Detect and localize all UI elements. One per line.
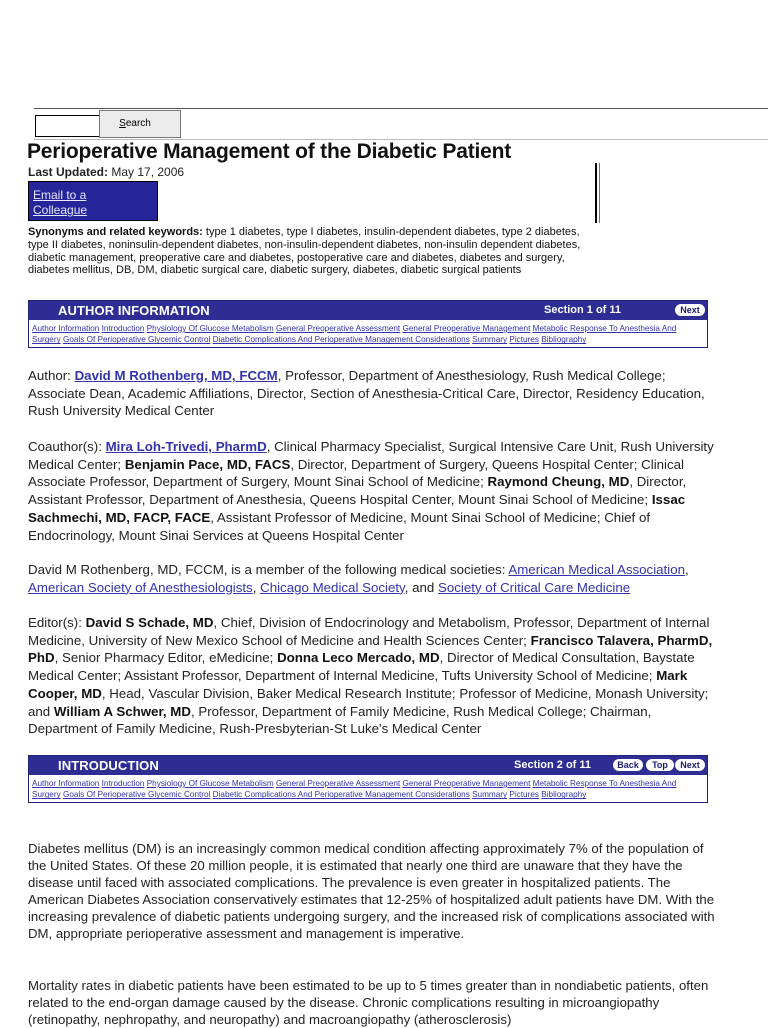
societies-intro: David M Rothenberg, MD, FCCM, is a member of the following medical societies: (28, 562, 506, 577)
section-header (29, 301, 707, 320)
coauthor-link[interactable]: Mira Loh-Trivedi, PharmD (105, 439, 267, 454)
separator: , and (404, 579, 435, 595)
nav-link[interactable]: Diabetic Complications And Perioperative Management Considerations (212, 790, 470, 800)
nav-link[interactable]: Bibliography (541, 335, 587, 345)
nav-link[interactable]: General Preoperative Management (402, 779, 531, 788)
nav-link[interactable]: Author Information (32, 324, 100, 333)
next-button[interactable]: Next (675, 304, 705, 316)
nav-link[interactable]: General Preoperative Assessment (275, 324, 401, 333)
coauthors-paragraph (28, 438, 718, 544)
divider (595, 163, 600, 223)
nav-link[interactable]: Introduction (101, 324, 145, 333)
coauthors-label: Coauthor(s): (28, 439, 102, 454)
editor-1-name: David S Schade, MD (85, 615, 214, 630)
author-label: Author: (28, 368, 71, 383)
synonyms-label: Synonyms and related keywords: (28, 226, 203, 238)
last-updated (28, 165, 184, 179)
nav-link[interactable]: Physiology Of Glucose Metabolism (146, 324, 274, 333)
search-button-label: earch (125, 118, 151, 129)
email-colleague-label[interactable]: Email to a Colleague (33, 188, 88, 217)
nav-link[interactable]: Diabetic Complications And Perioperative Management Considerations (212, 335, 470, 345)
author-affiliation: , Professor, Department of Anesthesiology, Rush Medical College; Associate Dean, Academic Affiliations, Director, Section of Anesthesia-Critical Care, Director, Residency Education, Rush University Medical Center (28, 368, 705, 419)
editor-1-affiliation: , Chief, Division of Endocrinology and Metabolism, Professor, Department of Internal Medicine, University of New Mexico School of Medicine and Health Sciences Center; (28, 615, 710, 648)
society-link-cms[interactable]: Chicago Medical Society (260, 579, 405, 595)
nav-link[interactable]: Physiology Of Glucose Metabolism (146, 779, 274, 788)
search-button-mnemonic: S (119, 118, 126, 129)
nav-link[interactable]: General Preoperative Assessment (275, 779, 401, 788)
author-link[interactable]: David M Rothenberg, MD, FCCM (74, 368, 278, 383)
nav-link[interactable]: Pictures (509, 790, 539, 800)
editor-5-name: William A Schwer, MD (53, 703, 191, 719)
section-introduction (28, 755, 708, 803)
coauthor-4-name: Issac Sachmechi, MD, FACP, FACE (28, 492, 686, 525)
society-link-asa[interactable]: American Society of Anesthesiologists (28, 579, 253, 595)
search-button[interactable] (99, 110, 181, 138)
editor-3-name: Donna Leco Mercado, MD (277, 650, 440, 666)
section-number: Section 2 of 11 (514, 759, 592, 771)
search-bar (34, 108, 768, 140)
coauthor-4-affiliation: , Assistant Professor of Medicine, Mount Sinai School of Medicine; Chief of Endocrinology, Mount Sinai Services at Queens Hospital Center (28, 509, 651, 543)
top-button[interactable]: Top (646, 759, 674, 771)
section-title: AUTHOR INFORMATION (58, 303, 210, 318)
nav-link[interactable]: Metabolic Response To Anesthesia And Surgery (32, 324, 677, 345)
next-button[interactable]: Next (675, 759, 705, 771)
editors-label: Editor(s): (28, 615, 82, 630)
editor-3-affiliation: , Director of Medical Consultation, Baystate Medical Center; Assistant Professor, Department of Internal Medicine, Tufts University School of Medicine; (28, 650, 695, 684)
nav-link[interactable]: Summary (472, 790, 508, 800)
intro-paragraph-2: Mortality rates in diabetic patients have been estimated to be up to 5 times greater than in nondiabetic patients, often related to the end-organ damage caused by the disease. Chronic complications resulting in microangiopathy (retinopathy, nephropathy, and neuropathy) and macroangiopathy (atherosclerosis) (28, 978, 709, 1028)
societies-paragraph (28, 561, 718, 596)
nav-link[interactable]: Goals Of Perioperative Glycemic Control (62, 335, 211, 345)
search-input[interactable] (35, 115, 99, 137)
last-updated-label: Last Updated: (28, 165, 109, 179)
nav-link[interactable]: General Preoperative Management (402, 324, 531, 333)
intro-paragraph-1: Diabetes mellitus (DM) is an increasingly common medical condition affecting approximately 7% of the population of the United States. Of these 20 million people, it is estimated that nearly one third are unaware that they have the disease until faced with associated complications. The prevalence is even greater in hospitalized patients. The American Diabetes Association conservatively estimates that 12-25% of hospitalized adult patients have DM. With the increasing prevalence of diabetic patients undergoing surgery, and the increased risk of complications associated with DM, appropriate perioperative assessment and management is imperative. (28, 841, 715, 942)
section-number: Section 1 of 11 (544, 304, 622, 316)
section-nav-links (29, 775, 707, 802)
editor-2-affiliation: , Senior Pharmacy Editor, eMedicine; (54, 650, 274, 666)
section-title: INTRODUCTION (58, 758, 159, 773)
coauthor-3-name: Raymond Cheung, MD (487, 474, 630, 490)
editors-paragraph (28, 614, 718, 738)
coauthor-2-name: Benjamin Pace, MD, FACS (124, 456, 291, 472)
back-button[interactable]: Back (613, 759, 643, 771)
nav-link[interactable]: Bibliography (541, 790, 587, 800)
nav-link[interactable]: Pictures (509, 335, 539, 345)
nav-link[interactable]: Summary (472, 335, 508, 345)
page-title: Perioperative Management of the Diabetic Patient (27, 140, 512, 163)
coauthor-3-affiliation: , Director, Assistant Professor, Department of Anesthesia, Queens Hospital Center, Mount Sinai School of Medicine; (28, 474, 687, 508)
editor-5-affiliation: , Professor, Department of Family Medicine, Rush Medical College; Chairman, Department of Family Medicine, Rush-Presbyterian-St Luke's Medical Center (28, 703, 652, 737)
section-author-information (28, 300, 708, 348)
nav-link[interactable]: Introduction (101, 779, 145, 788)
nav-link[interactable]: Goals Of Perioperative Glycemic Control (62, 790, 211, 800)
editor-4-name: Mark Cooper, MD (28, 668, 688, 701)
synonyms (28, 226, 598, 277)
section-nav-links (29, 320, 707, 347)
separator: , (685, 562, 689, 577)
editor-4-affiliation: , Head, Vascular Division, Baker Medical Research Institute; Professor of Medicine, Monash University; and (28, 685, 709, 719)
last-updated-date: May 17, 2006 (111, 165, 185, 179)
nav-link[interactable]: Metabolic Response To Anesthesia And Surgery (32, 779, 677, 800)
nav-link[interactable]: Author Information (32, 779, 100, 788)
synonyms-text: type 1 diabetes, type I diabetes, insulin-dependent diabetes, type 2 diabetes, type II diabetes, noninsulin-dependent diabetes, non-insulin-dependent diabetes, non-insulin dependent diabetes, diabetic management, preoperative care and diabetes, postoperative care and diabetes, diabetes and surgery, diabetes mellitus, DB, DM, diabetic surgical care, diabetic surgery, diabetes, diabetic surgical patients (28, 226, 581, 277)
society-link-ama[interactable]: American Medical Association (508, 562, 685, 577)
email-colleague-button[interactable] (28, 181, 158, 221)
editor-2-name: Francisco Talavera, PharmD, PhD (28, 632, 713, 666)
section-header (29, 756, 707, 775)
coauthor-1-affiliation: , Clinical Pharmacy Specialist, Surgical Intensive Care Unit, Rush University Medical Center; (28, 439, 714, 472)
society-link-sccm[interactable]: Society of Critical Care Medicine (438, 579, 631, 595)
author-paragraph (28, 367, 718, 420)
separator: , (252, 579, 257, 595)
coauthor-2-affiliation: , Director, Department of Surgery, Queens Hospital Center; Clinical Associate Professor, Department of Surgery, Mount Sinai School of Medicine; (28, 456, 685, 490)
